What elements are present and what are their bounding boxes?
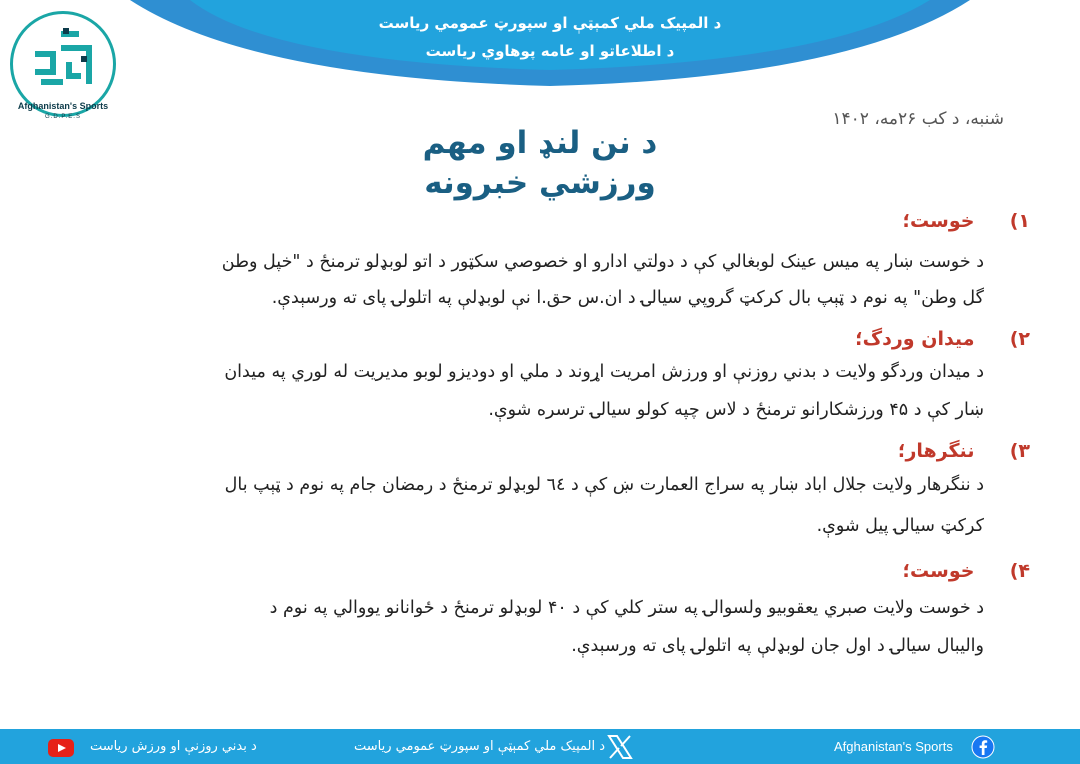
header-org-line: د المپیک ملي کمېټې او سپورټ عمومي رياست xyxy=(378,14,722,32)
x-icon[interactable] xyxy=(606,734,634,764)
section-heading xyxy=(898,440,1030,466)
date-text: شنبه، د کب ۲۶مه، ۱۴۰۲ xyxy=(832,109,1004,129)
logo-subtext: G.D.P.E.S xyxy=(45,114,81,120)
section-number: ١) xyxy=(1009,210,1030,232)
section-body-line: د خوست ولایت صبري یعقوبیو ولسوالۍ په ستر کلي کې د ۴۰ لوبډلو ترمنځ د ځوانانو یووالي په نوم د xyxy=(269,598,984,618)
page-title-line2: ورزشي خبرونه xyxy=(424,165,656,201)
facebook-icon[interactable] xyxy=(971,735,995,763)
section-heading xyxy=(855,328,1030,354)
section-body-line: کرکټ سیالۍ پیل شوې. xyxy=(816,516,984,536)
section-number: ٢) xyxy=(1009,328,1030,350)
youtube-channel-link[interactable]: د بدني روزنې او ورزش رياست xyxy=(90,739,257,754)
logo xyxy=(10,11,120,131)
section-number: ٣) xyxy=(1009,440,1030,462)
section-heading xyxy=(902,210,1030,236)
section-title: خوست؛ xyxy=(902,210,975,232)
footer-bar xyxy=(0,729,1080,764)
section-title: میدان وردگ؛ xyxy=(855,328,975,350)
section-number: ۴) xyxy=(1009,560,1030,582)
page-title-line1: د نن لنډ او مهم xyxy=(422,125,658,161)
section-body-line: ښار کې د ۴۵ ورزشکارانو ترمنځ د لاس چپه کولو سیالۍ ترسره شوې. xyxy=(488,400,984,420)
header-dept-line: د اطلاعاتو او عامه پوهاوي رياست xyxy=(425,42,675,60)
logo-text: Afghanistan's Sports xyxy=(17,101,109,111)
section-body-line: د ننگرهار ولایت جلال اباد ښار په سراج العمارت ښ کې د ٦٤ لوبډلو ترمنځ د رمضان جام په نوم د ټېپ بال xyxy=(224,475,984,495)
section-body-line: د خوست ښار په میس عینک لوبغالي کې د دولتي ادارو او خصوصي سکټور د اتو لوبډلو ترمنځ د "خپل وطن xyxy=(221,252,984,272)
youtube-icon[interactable] xyxy=(48,739,74,761)
section-title: ننگرهار؛ xyxy=(897,440,975,462)
section-heading xyxy=(902,560,1030,586)
section-body-line: والیبال سیالۍ د اول جان لوبډلې په اتلولۍ پای ته ورسېدې. xyxy=(571,636,984,656)
section-body-line: د میدان وردگو ولایت د بدني روزنې او ورزش امریت اړوند د ملي او دودیزو لوبو مدیریت له لوري په میدان xyxy=(224,362,984,382)
section-title: خوست؛ xyxy=(902,560,975,582)
section-body-line: گل وطن" په نوم د ټېپ بال کرکټ گروپي سیالۍ د ان.س حق.ا نې لوبډلې په اتلولۍ پای ته ورسېدې. xyxy=(271,288,984,308)
facebook-page-link[interactable]: Afghanistan's Sports xyxy=(834,739,953,754)
x-account-link[interactable]: د المپیک ملي کمېټې او سپورټ عمومي رياست xyxy=(354,739,606,754)
